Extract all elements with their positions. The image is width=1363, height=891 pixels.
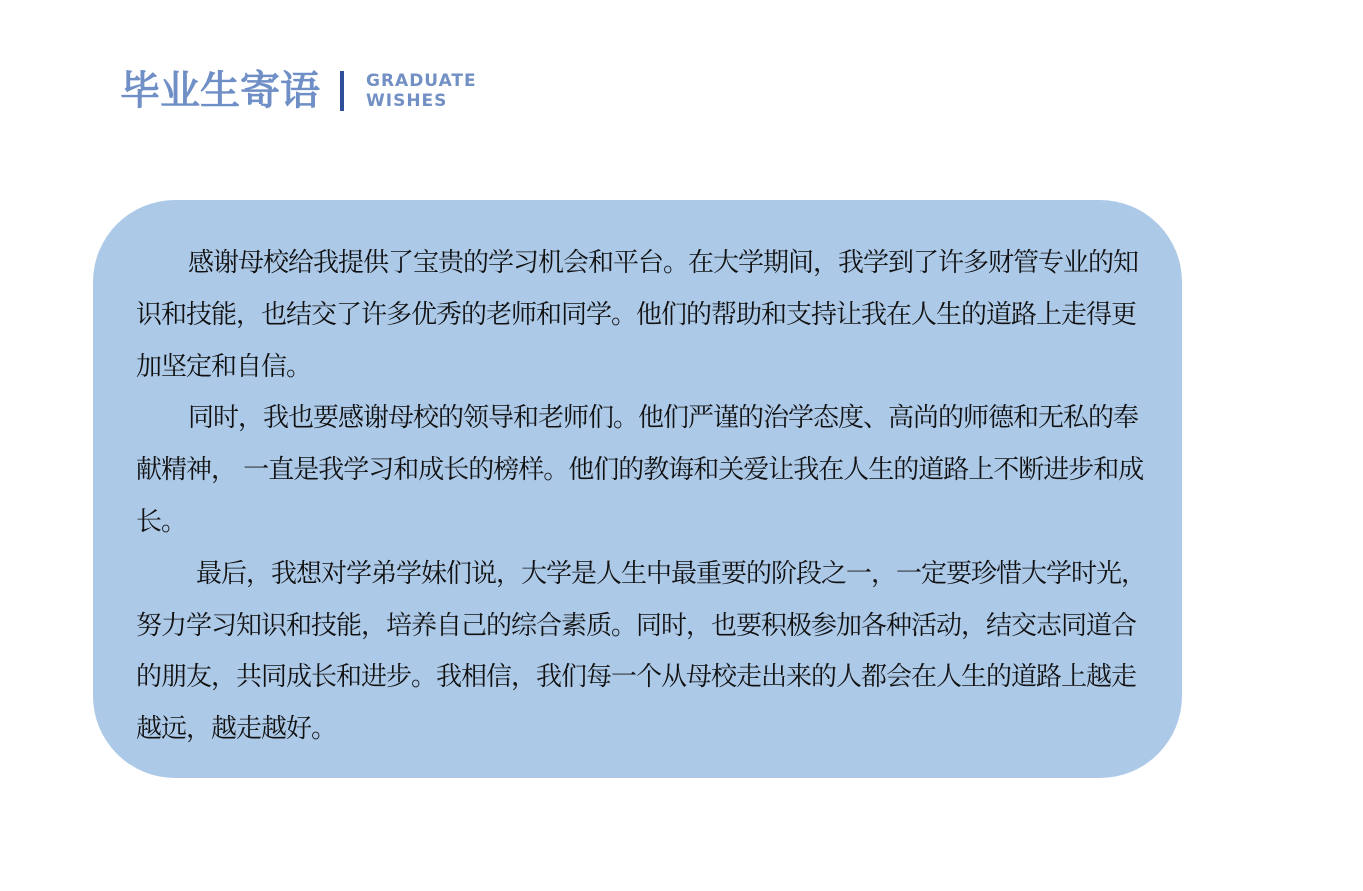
page-title: 毕业生寄语 [120,68,320,114]
subtitle-line-2: WISHES [366,91,448,111]
subtitle-line-1: GRADUATE [366,71,477,91]
page-header [120,66,477,116]
paragraph-3: 最后，我想对学弟学妹们说，大学是人生中最重要的阶段之一，一定要珍惜大学时光，努力学习知识和技能，培养自己的综合素质。同时，也要积极参加各种活动，结交志同道合的朋友，共同成长和进步。我相信，我们每一个从母校走出来的人都会在人生的道路上越走越远，越走越好。 [136,558,1147,745]
paragraph-2: 同时，我也要感谢母校的领导和老师们。他们严谨的治学态度、高尚的师德和无私的奉献精神， 一直是我学习和成长的榜样。他们的教诲和关爱让我在人生的道路上不断进步和成长。 [136,403,1144,537]
paragraph-1: 感谢母校给我提供了宝贵的学习机会和平台。在大学期间，我学到了许多财管专业的知识和技能，也结交了许多优秀的老师和同学。他们的帮助和支持让我在人生的道路上走得更加坚定和自信。 [136,248,1139,382]
page-subtitle [366,71,477,111]
title-divider [340,71,344,111]
message-card [93,200,1182,778]
